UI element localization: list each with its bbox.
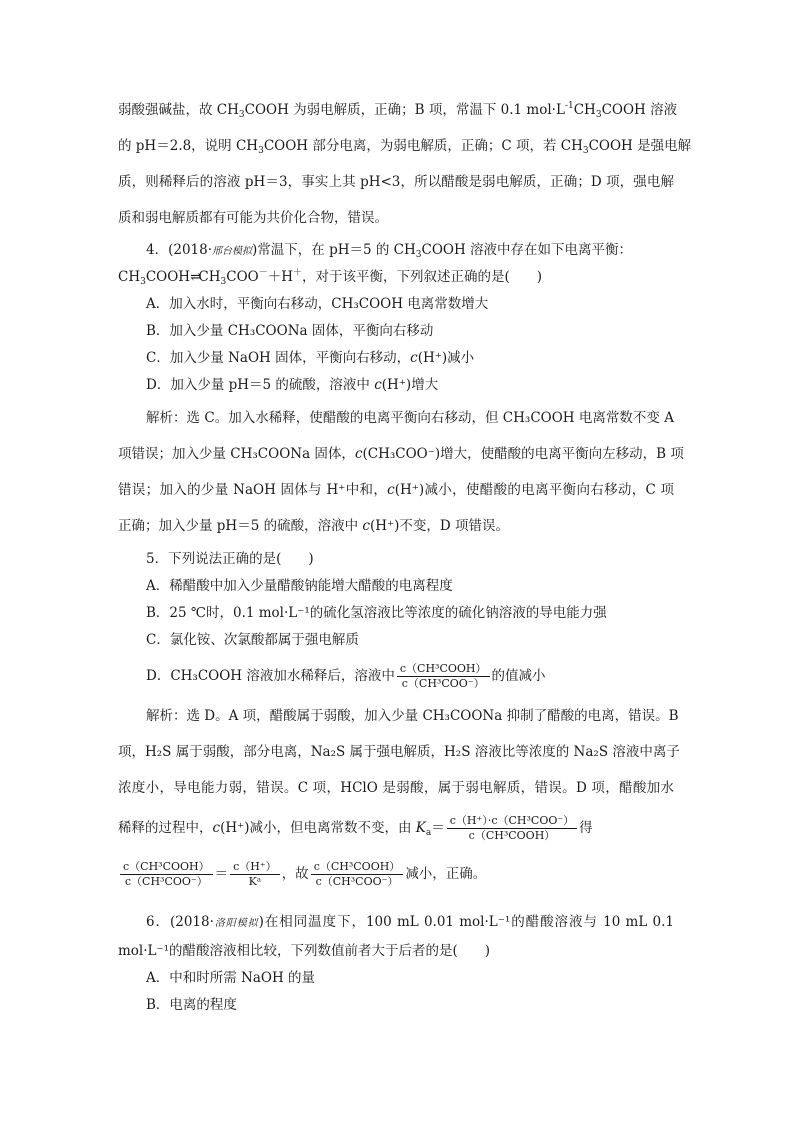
question-6-heading: 6．(2018·洛阳模拟)在相同温度下，100 mL 0.01 mol·L⁻¹的醋酸溶液与 10 mL 0.1 (146, 914, 675, 930)
analysis-line: 项错误；加入少量 CH₃COONa 固体，c(CH₃COO⁻)增大，使醋酸的电离平衡向左移动，B 项 (118, 446, 684, 462)
option-a: A．中和时所需 NaOH 的量 (146, 970, 316, 986)
h-over-ka-fraction: $\frac{c(H^+)}{\text{Kᵃ}}$ (230, 860, 280, 889)
ratio-fraction: $\frac{\text{c（CH³COOH）}}{\text{c（CH³COO⁻）}}$ (311, 860, 404, 889)
analysis-line: 解析：选 D。A 项，醋酸属于弱酸，加入少量 CH₃COONa 抑制了醋酸的电离，错误。B (146, 708, 679, 724)
analysis-line: 错误；加入的少量 NaOH 固体与 H⁺中和，c(H⁺)减小，使醋酸的电离平衡向右移动，C 项 (118, 482, 674, 498)
option-c: C．氯化铵、次氯酸都属于强电解质 (146, 632, 359, 648)
option-c: C．加入少量 NaOH 固体，平衡向右移动，c(H⁺)减小 (146, 350, 475, 366)
question-5-heading: 5．下列说法正确的是( ) (146, 551, 314, 567)
text-line: 弱酸强碱盐，故 $CH_3COOH$ 为弱电解质，正确；B 项，常温下 0.1 $mol\cdot L^{-1}CH_3COOH$ 溶液 (118, 101, 678, 120)
text-line: 质，则稀释后的溶液 pH＝3，事实上其 pH<3，所以醋酸是弱电解质，正确；D 项，强电解 (118, 174, 674, 190)
ratio-fraction: $\frac{\text{c（CH³COOH）}}{\text{c（CH³COO⁻）}}$ (397, 662, 490, 691)
equilibrium-equation: $CH_3COOH\rightleftharpoons CH_3COO^-+H^+$，对于该平衡，下列叙述正确的是( ) (118, 268, 543, 287)
analysis-line: $\frac{\text{c（CH³COOH）}}{\text{c（CH³COO⁻）}}$ ＝ $\frac{c(H^+)}{\text{Kᵃ}}$ ，故 $\frac{\text{c（CH³COOH）}}{\text{c（CH³COO⁻）}}$ 减小，正确。 (118, 860, 674, 889)
analysis-line: 项，H₂S 属于弱酸，部分电离，Na₂S 属于强电解质，H₂S 溶液比等浓度的 Na₂S 溶液中离子 (118, 744, 680, 760)
ka-fraction: $\frac{\text{c（H⁺）·c（CH³COO⁻）}}{\text{c（CH³COOH）}}$ (447, 814, 577, 843)
option-b: B．加入少量 CH₃COONa 固体，平衡向右移动 (146, 323, 434, 339)
option-b: B．电离的程度 (146, 997, 237, 1013)
analysis-line: 稀释的过程中，c(H⁺)减小，但电离常数不变，由 $K_a=$ $\frac{\text{c（H⁺）·c（CH³COO⁻）}}{\text{c（CH³COOH）}}$ 得 (118, 814, 593, 842)
ratio-fraction: $\frac{\text{c（CH³COOH）}}{\text{c（CH³COO⁻）}}$ (120, 860, 213, 889)
option-b: B．25 ℃时，0.1 mol·L⁻¹的硫化氢溶液比等浓度的硫化钠溶液的导电能力强 (146, 605, 607, 621)
text-line: mol·L⁻¹的醋酸溶液相比较，下列数值前者大于后者的是( ) (118, 943, 491, 959)
text-line: 的 pH＝2.8，说明 $CH_3COOH$ 部分电离，为弱电解质，正确；C 项，若 $CH_3COOH$ 是强电解 (118, 138, 692, 156)
text-line: 质和弱电解质都有可能为共价化合物，错误。 (118, 210, 388, 226)
question-4-heading: 4．(2018·邢台模拟)常温下，在 pH＝5 的 $CH_3COOH$ 溶液中存在如下电离平衡： (146, 242, 633, 260)
analysis-line: 解析：选 C。加入水稀释，使醋酸的电离平衡向右移动，但 CH₃COOH 电离常数不变 A (146, 410, 674, 426)
option-a: A．加入水时，平衡向右移动，CH₃COOH 电离常数增大 (146, 296, 489, 312)
option-d: D．CH₃COOH 溶液加水稀释后，溶液中 $\frac{\text{c（CH³COOH）}}{\text{c（CH³COO⁻）}}$ 的值减小 (146, 662, 546, 690)
analysis-line: 浓度小，导电能力弱，错误。C 项，HClO 是弱酸，属于弱电解质，错误。D 项，醋酸加水 (118, 780, 674, 796)
option-a: A．稀醋酸中加入少量醋酸钠能增大醋酸的电离程度 (146, 578, 453, 594)
analysis-line: 正确；加入少量 pH＝5 的硫酸，溶液中 c(H⁺)不变，D 项错误。 (118, 518, 510, 534)
option-d: D．加入少量 pH＝5 的硫酸，溶液中 c(H⁺)增大 (146, 377, 439, 393)
